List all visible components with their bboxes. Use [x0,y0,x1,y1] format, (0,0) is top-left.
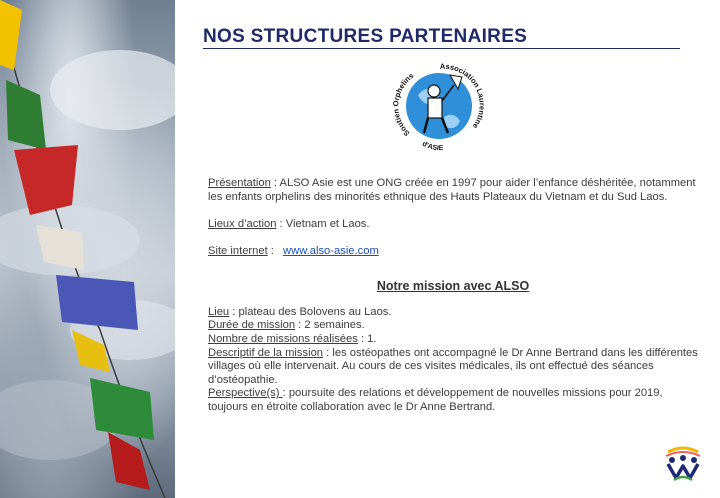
perspective-text: : poursuite des relations et développement de nouvelles missions pour 2019, toujours en étroite collaboration avec le Dr Anne Bertrand. [208,387,663,413]
website-link[interactable]: www.also-asie.com [283,244,379,257]
flag-green-top [6,80,46,150]
site-label: Site internet [208,244,268,257]
lieu-text: : plateau des Bolovens au Laos. [229,305,392,318]
site-paragraph [208,245,698,259]
svg-text:d'ASIE [421,141,444,153]
perspective-paragraph [208,387,698,414]
duree-text: : 2 semaines. [295,319,365,332]
title-underline [203,48,680,49]
flag-yellow-top [0,0,22,70]
logo-arc-left: Soutien Orphelins [391,71,416,138]
lieux-paragraph [208,218,698,232]
mission-heading: Notre mission avec ALSO [376,279,530,294]
presentation-label: Présentation [208,177,271,189]
lieux-label: Lieux d’action [208,217,277,230]
presentation-paragraph [208,177,698,204]
lieu-line [208,306,698,320]
duree-label: Durée de mission [208,319,296,332]
presentation-text: : ALSO Asie est une ONG créée en 1997 pour aider l’enfance déshéritée, notamment les enfants orphelins des minorités ethnique des Hauts Plateaux du Vietnam et du Sud Laos. [208,177,696,203]
flag-red-bottom [108,432,150,490]
flag-red-top [14,145,78,215]
prayer-flags-photo [0,0,175,498]
descriptif-label: Descriptif de la mission [208,346,324,359]
flag-blue [56,275,138,330]
nombre-label: Nombre de missions réalisées [208,332,358,345]
partner-description [208,177,698,415]
logo-arc-bottom: d'ASIE [420,140,444,153]
page-title: NOS STRUCTURES PARTENAIRES [203,26,528,47]
also-asie-logo [388,55,490,157]
nombre-text: : 1. [357,332,377,345]
organization-logo-icon [664,446,702,482]
descriptif-text: : les ostéopathes ont accompagné le Dr Anne Bertrand dans les différentes villages où elle intervenait. Au cours de ces visites médicales, ils ont effectué des séances d’ostéopathie. [208,346,698,386]
site-sep: : [267,244,278,257]
logo-arc-right: Association Laurentine [439,61,487,131]
duree-line [208,319,698,333]
lieux-text: : Vietnam et Laos. [276,217,370,230]
nombre-line [208,333,698,347]
descriptif-paragraph [208,347,698,388]
prayer-flags-illustration [0,0,175,498]
perspective-label: Perspective(s) [208,387,283,400]
lieu-label: Lieu [208,305,230,318]
